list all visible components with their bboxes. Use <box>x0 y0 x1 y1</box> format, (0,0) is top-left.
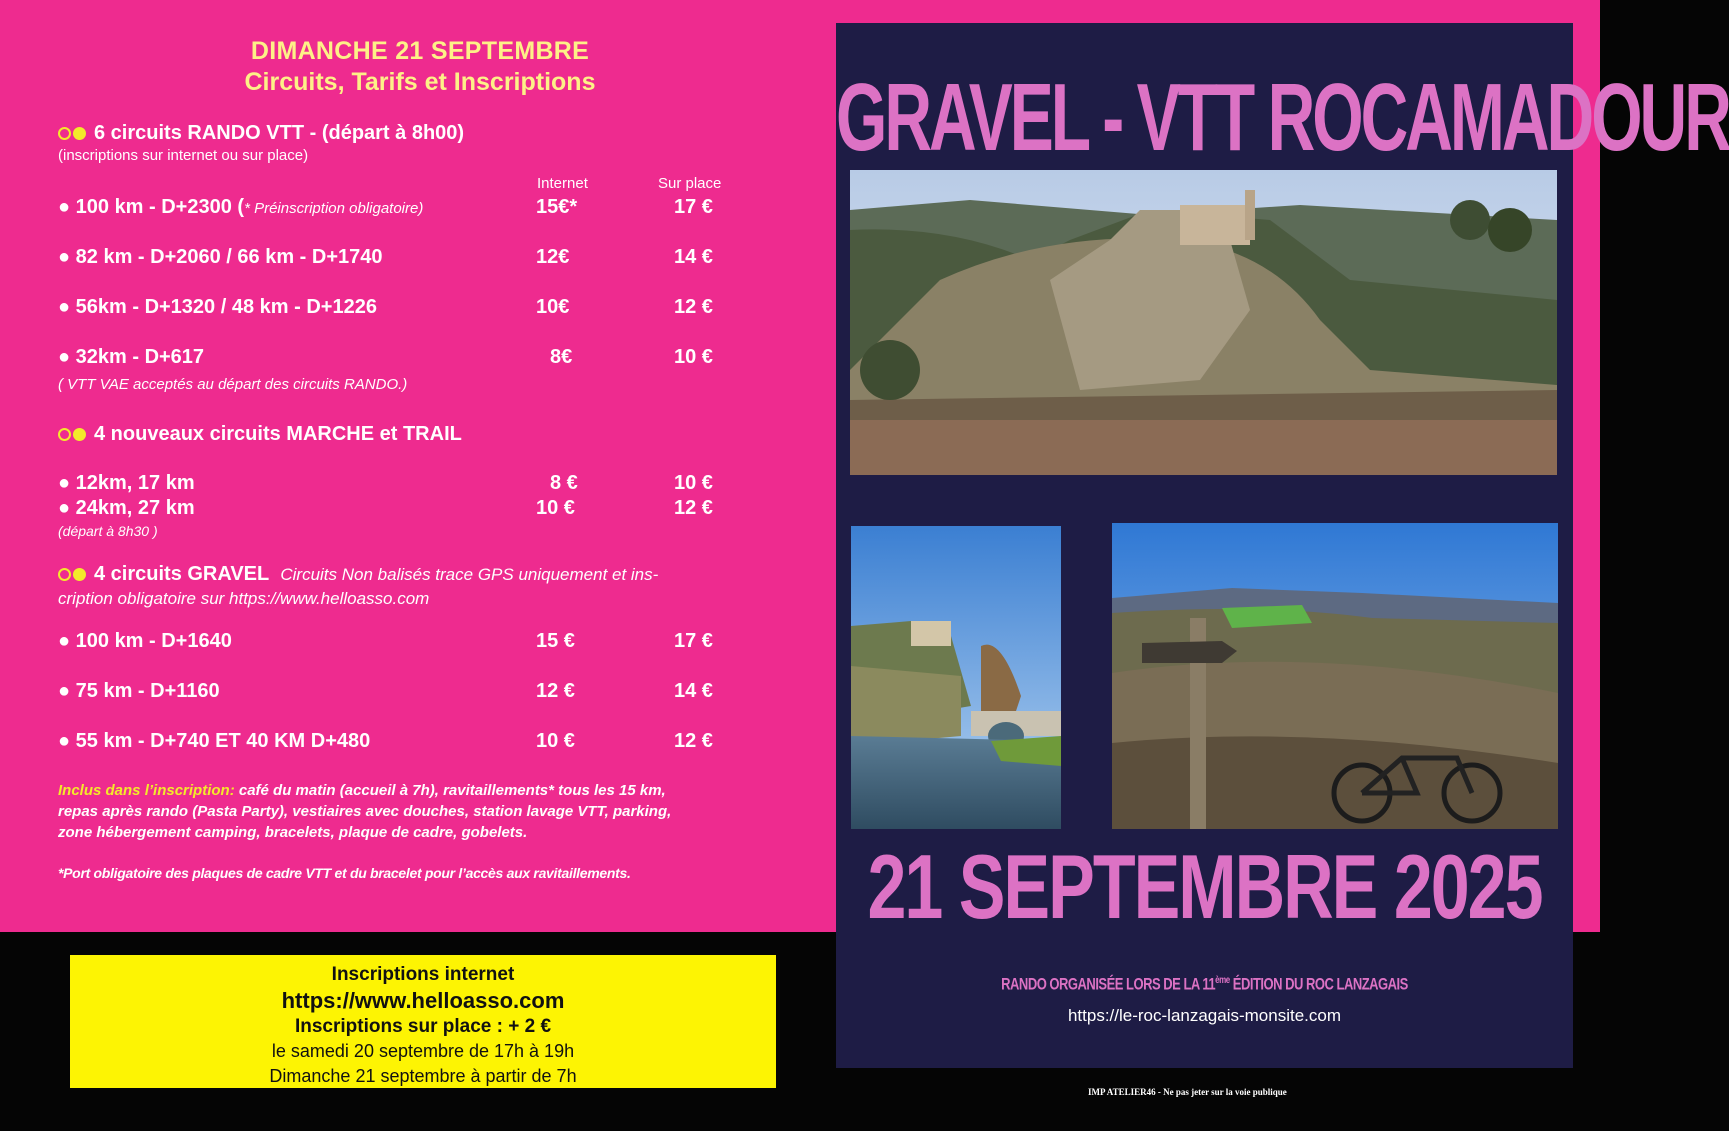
price-row <box>58 196 738 222</box>
marche-trail-title: 4 nouveaux circuits MARCHE et TRAIL <box>94 423 462 445</box>
included-line2: repas après rando (Pasta Party), vestiaires avec douches, station lavage VTT, parking, <box>58 803 672 820</box>
price-row <box>58 296 738 322</box>
poster-panel <box>836 23 1729 1068</box>
gravel-title: 4 circuits GRAVEL <box>94 563 270 585</box>
row-label: ● 75 km - D+1160 <box>58 680 220 702</box>
row-label: ● 12km, 17 km <box>58 472 195 494</box>
samedi-schedule: le samedi 20 septembre de 17h à 19h <box>271 1041 575 1061</box>
price-row <box>58 497 738 523</box>
section-heading: Circuits, Tarifs et Inscriptions <box>244 68 596 96</box>
row-note: * Préinscription obligatoire) <box>244 200 424 217</box>
price-row <box>58 730 738 756</box>
price-internet: 15€* <box>536 196 578 218</box>
vae-footnote: ( VTT VAE acceptés au départ des circuits RANDO.) <box>58 376 408 393</box>
price-internet: 10€ <box>536 296 570 318</box>
poster-date: 21 SEPTEMBRE 2025 <box>867 836 1542 938</box>
price-sur-place: 12 € <box>674 497 713 519</box>
marche-footnote: (départ à 8h30 ) <box>58 523 158 539</box>
poster-title: GRAVEL - VTT ROCAMADOUR <box>836 63 1729 171</box>
row-label: ● 56km - D+1320 / 48 km - D+1226 <box>58 296 377 318</box>
event-date-heading: DIMANCHE 21 SEPTEMBRE <box>250 37 590 65</box>
row-label: ● 100 km - D+1640 <box>58 630 232 652</box>
river-bridge-photo <box>851 526 1061 829</box>
included-line1: café du matin (accueil à 7h), ravitaillements* tous les 15 km, <box>234 782 666 799</box>
valley-signpost-photo <box>1112 523 1558 829</box>
price-row <box>58 246 738 272</box>
price-sur-place: 17 € <box>674 196 713 218</box>
col-internet-header: Internet <box>537 175 588 192</box>
rando-vtt-title: 6 circuits RANDO VTT - (départ à 8h00) <box>94 122 465 144</box>
rando-edition-text: RANDO ORGANISÉE LORS DE LA 11ème ÉDITION DU ROC LANZAGAIS <box>1001 973 1408 994</box>
inscriptions-title: Inscriptions internet <box>331 964 515 985</box>
col-sur-place-header: Sur place <box>658 175 722 192</box>
included-label: Inclus dans l’inscription: <box>58 782 235 799</box>
price-sur-place: 12 € <box>674 730 713 752</box>
row-label: ● 32km - D+617 <box>58 346 205 368</box>
price-sur-place: 10 € <box>674 472 713 494</box>
rocamadour-photo <box>850 170 1557 475</box>
helloasso-link[interactable]: https://www.helloasso.com <box>281 988 565 1013</box>
page-header <box>0 36 840 98</box>
dimanche-schedule: Dimanche 21 septembre à partir de 7h <box>269 1066 577 1086</box>
price-row <box>58 346 738 372</box>
included-line3: zone hébergement camping, bracelets, plaque de cadre, gobelets. <box>58 824 528 841</box>
price-sur-place: 12 € <box>674 296 713 318</box>
price-sur-place: 10 € <box>674 346 713 368</box>
gravel-desc: Circuits Non balisés trace GPS uniquement et ins- <box>280 565 659 584</box>
bullet-dots-icon <box>58 423 86 446</box>
row-label: ● 24km, 27 km <box>58 497 195 519</box>
row-label: ● 100 km - D+2300 ( <box>58 196 245 218</box>
row-label: ● 82 km - D+2060 / 66 km - D+1740 <box>58 246 383 268</box>
rando-vtt-subtitle: (inscriptions sur internet ou sur place) <box>58 147 309 165</box>
included-text <box>58 780 778 843</box>
row-label: ● 55 km - D+740 ET 40 KM D+480 <box>58 730 371 752</box>
price-internet: 12 € <box>536 680 575 702</box>
price-sur-place: 14 € <box>674 680 713 702</box>
price-internet: 10 € <box>536 730 575 752</box>
price-sur-place: 14 € <box>674 246 713 268</box>
imprint-note: IMP ATELIER46 - Ne pas jeter sur la voie publique <box>1088 1087 1287 1097</box>
price-sur-place: 17 € <box>674 630 713 652</box>
price-row <box>58 472 738 498</box>
sur-place-price: Inscriptions sur place : + 2 € <box>294 1016 552 1037</box>
price-internet: 8 € <box>550 472 578 494</box>
gravel-section <box>58 563 658 609</box>
price-internet: 15 € <box>536 630 575 652</box>
gravel-desc-line2: cription obligatoire sur https://www.helloasso.com <box>58 589 430 609</box>
inscriptions-box <box>70 955 776 1088</box>
bullet-dots-icon <box>58 122 86 145</box>
price-internet: 12€ <box>536 246 570 268</box>
roc-lanzagais-link[interactable]: https://le-roc-lanzagais-monsite.com <box>1067 1006 1342 1025</box>
price-row <box>58 630 738 656</box>
price-internet: 10 € <box>536 497 575 519</box>
bullet-dots-icon <box>58 563 86 586</box>
marche-trail-section <box>58 423 462 446</box>
price-internet: 8€ <box>550 346 573 368</box>
rando-vtt-section <box>58 122 464 164</box>
price-row <box>58 680 738 706</box>
port-obligatoire-note: *Port obligatoire des plaques de cadre VTT et du bracelet pour l’accès aux ravitaillements. <box>58 865 631 881</box>
